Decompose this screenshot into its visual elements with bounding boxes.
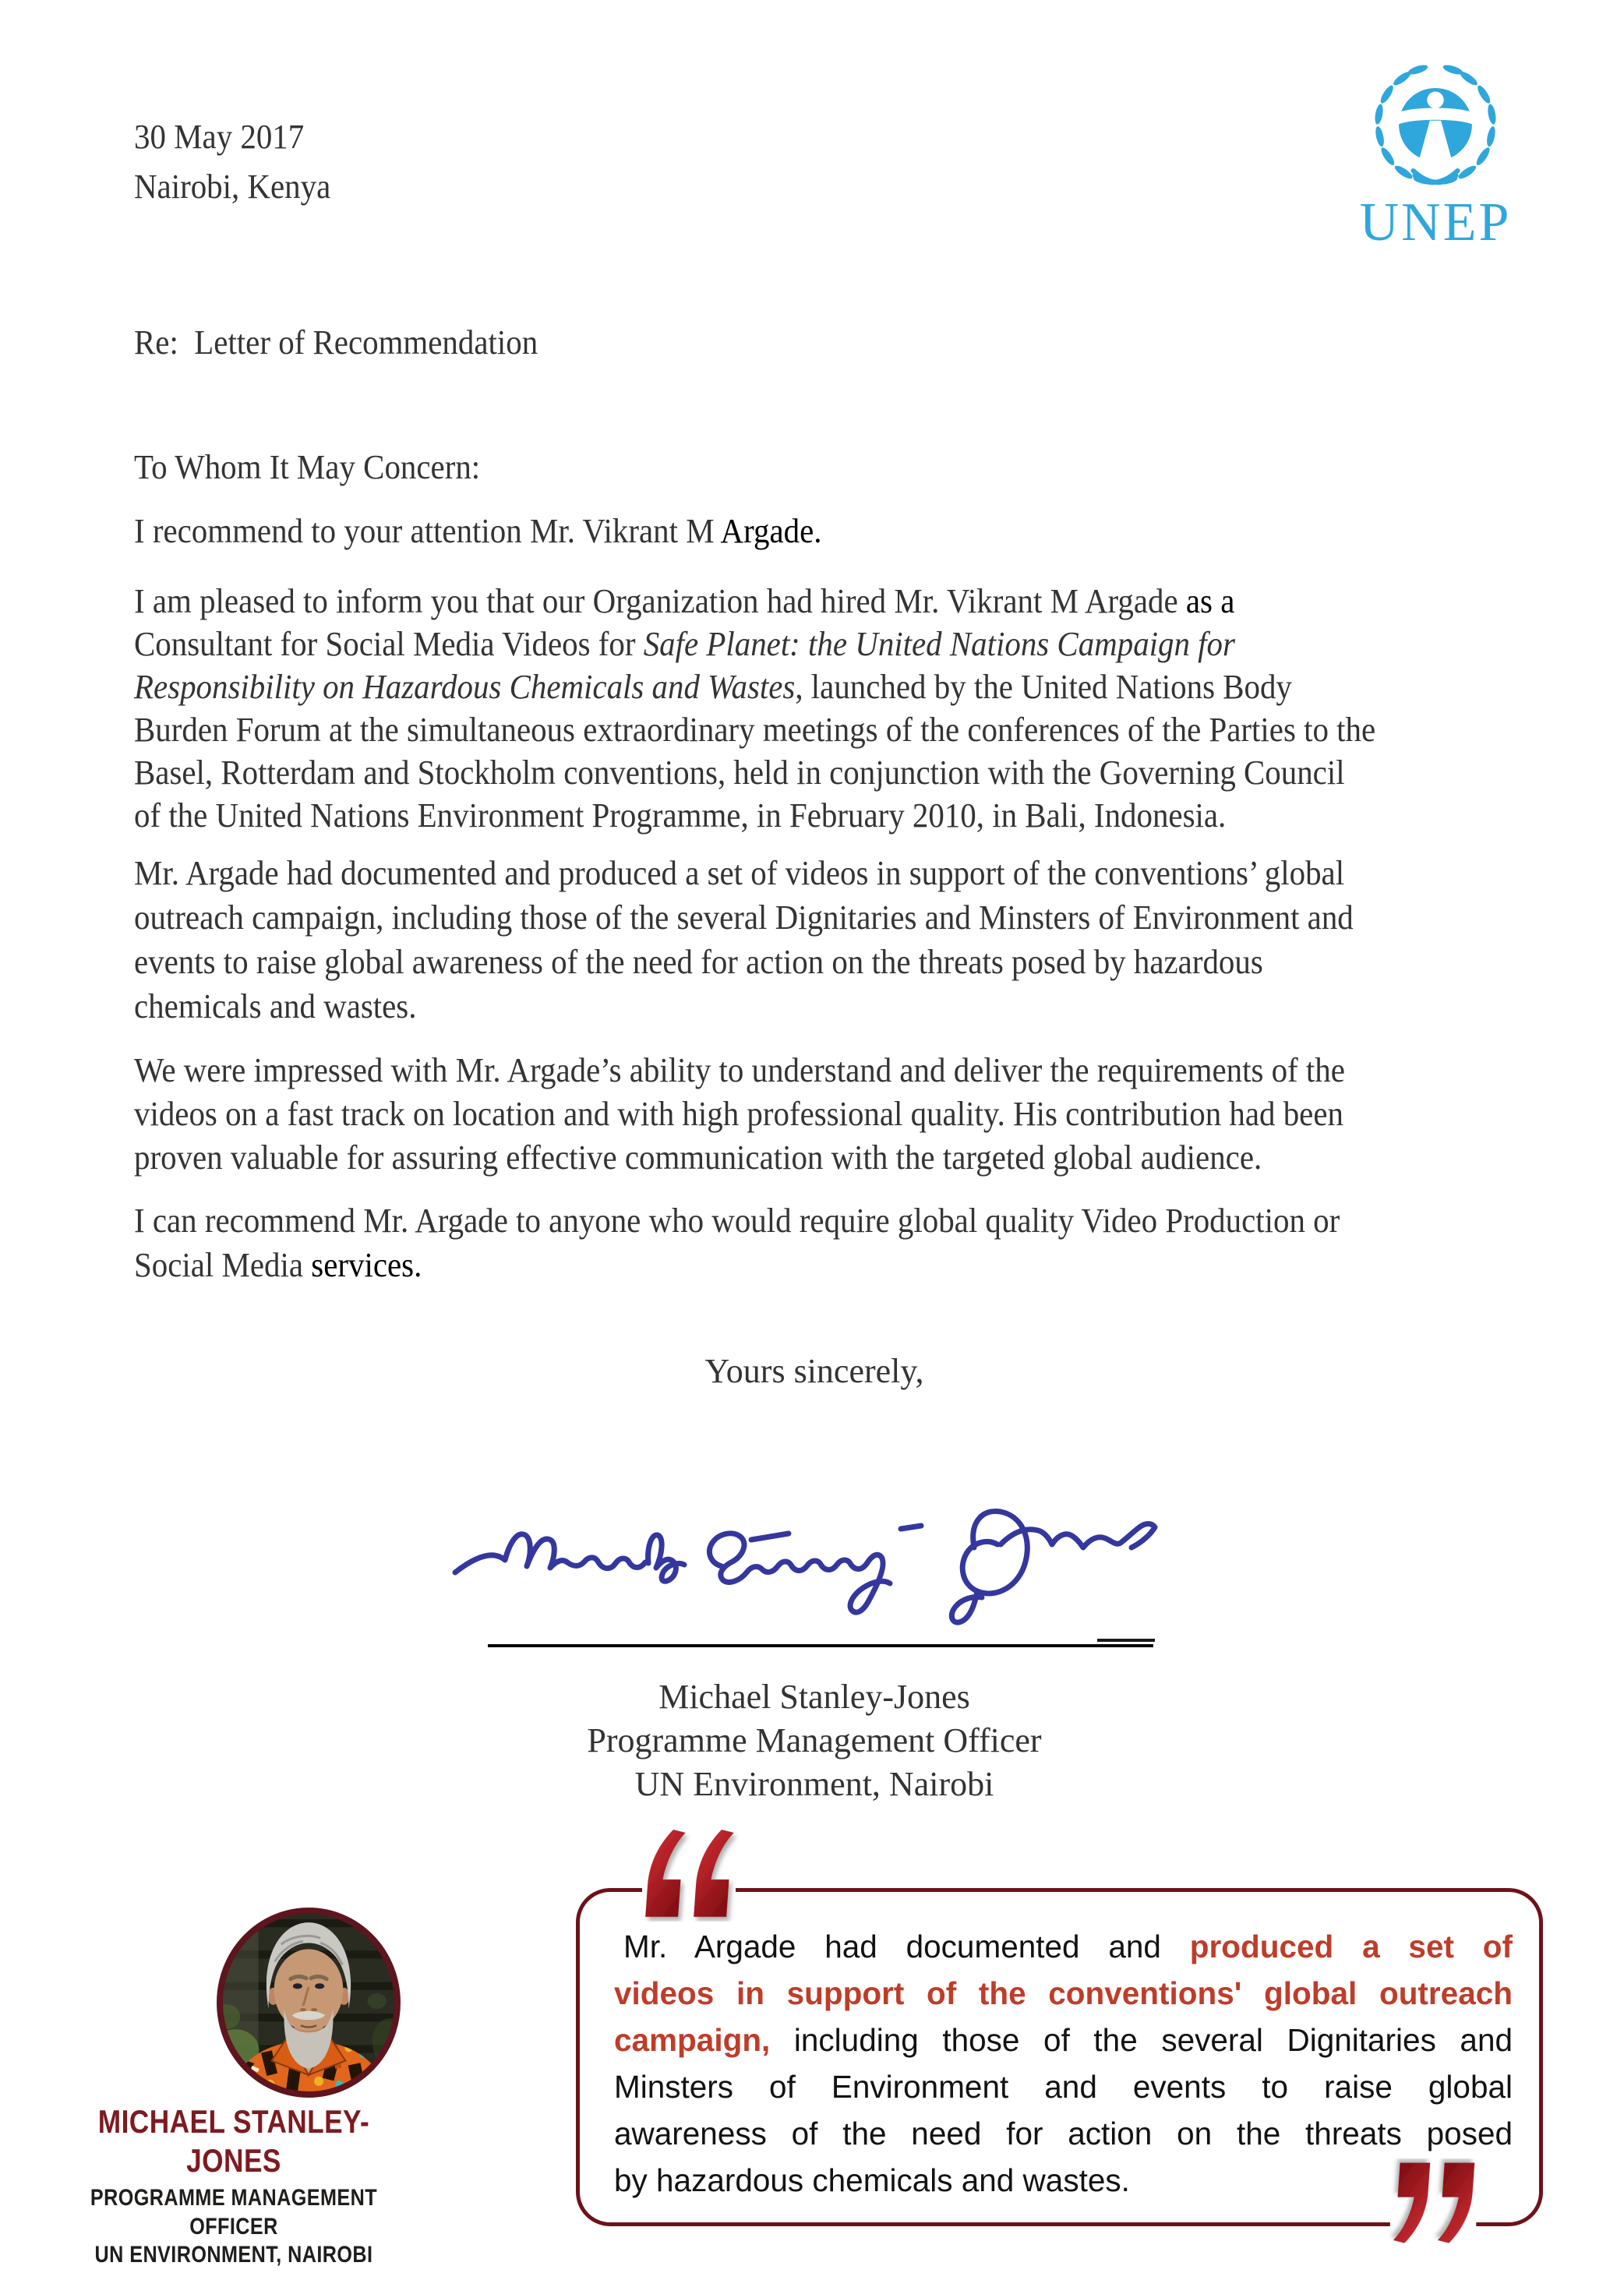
opening-quote-icon bbox=[641, 1827, 739, 1922]
profile-org: UN ENVIRONMENT, NAIROBI bbox=[94, 2242, 373, 2268]
letter-closing: Yours sincerely, bbox=[704, 1352, 924, 1390]
profile-title: PROGRAMME MANAGEMENT OFFICER bbox=[90, 2185, 378, 2239]
profile-name: MICHAEL STANLEY-JONES bbox=[97, 2103, 370, 2179]
closing-quote-icon bbox=[1389, 2158, 1479, 2249]
letter-paragraph-2: I am pleased to inform you that our Organization had hired Mr. Vikrant M Argade as a Consultant for Social Media Videos for Safe Planet: the United Nations Campaign for Responsibility on Hazardous Chemicals and Wastes, launched by the United Nations Body Burden Forum at the simultaneous extraordinary meetings of the conferences of the Parties to the Basel, Rotterdam and Stockholm conventions, held in conjunction with the Governing Council of the United Nations Environment Programme, in February 2010, in Bali, Indonesia. bbox=[134, 582, 1376, 835]
letter-location: Nairobi, Kenya bbox=[134, 168, 331, 206]
quote-text: Mr. Argade had documented and produced a set of videos in support of the conventions' global outreach campaign, including those of the several Dignitaries and Minsters of Environment and events to raise global awareness of the need for action on the threats posed by hazardous chemicals and wastes. bbox=[614, 1929, 1513, 2198]
unep-wordmark: UNEP bbox=[1359, 192, 1512, 252]
signer-block bbox=[464, 1675, 1165, 1806]
signer-title: Programme Management Officer bbox=[587, 1721, 1042, 1759]
letter-paragraph-5: I can recommend Mr. Argade to anyone who would require global quality Video Production or Social Media services. bbox=[134, 1202, 1340, 1284]
letter-paragraph-3: Mr. Argade had documented and produced a set of videos in support of the conventions’ global outreach campaign, including those of the several Dignitaries and Minsters of Environment and events to raise global awareness of the need for action on the threats posed by hazardous chemicals and wastes. bbox=[134, 854, 1354, 1025]
letter-subject: Re: Letter of Recommendation bbox=[134, 323, 538, 362]
profile-block bbox=[57, 2102, 411, 2269]
signature-rule-mark bbox=[1097, 1639, 1155, 1642]
signature-rule bbox=[488, 1644, 1153, 1647]
letter-salutation: To Whom It May Concern: bbox=[134, 448, 481, 486]
letter-paragraph-4: We were impressed with Mr. Argade’s ability to understand and deliver the requirements of the videos on a fast track on location and with high professional quality. His contribution had been proven valuable for assuring effective communication with the targeted global audience. bbox=[134, 1051, 1345, 1177]
signer-name: Michael Stanley-Jones bbox=[658, 1678, 970, 1716]
signer-org: UN Environment, Nairobi bbox=[634, 1765, 994, 1803]
letter-paragraph-1: I recommend to your attention Mr. Vikrant M Argade. bbox=[134, 512, 822, 550]
signature-handwriting bbox=[436, 1479, 1177, 1658]
profile-photo bbox=[215, 1906, 402, 2099]
letter-date: 30 May 2017 bbox=[134, 118, 305, 156]
